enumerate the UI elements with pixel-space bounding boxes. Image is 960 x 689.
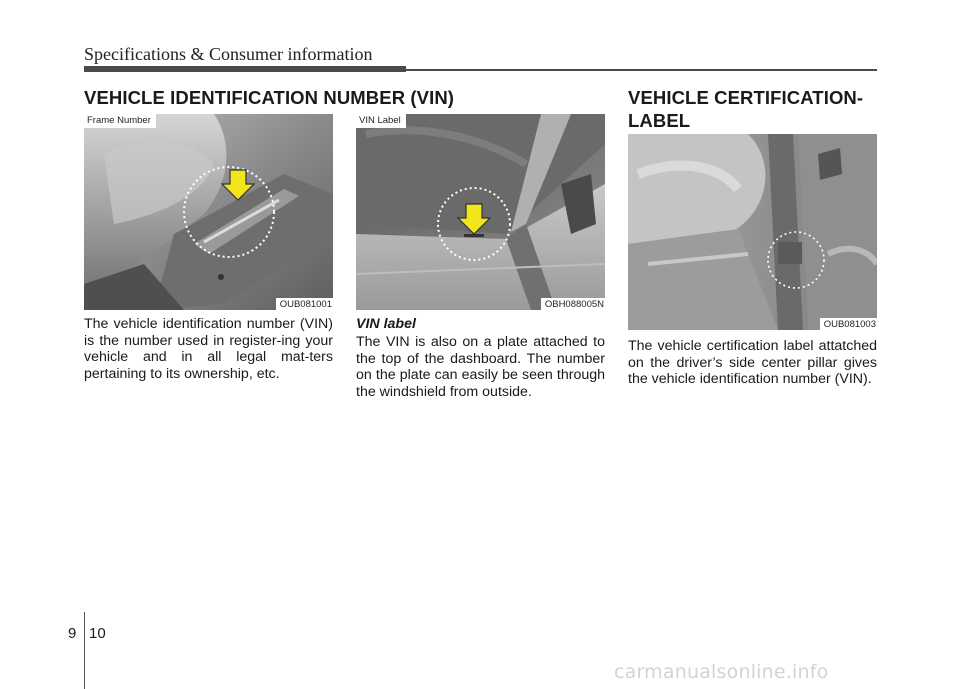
footer-rule: [84, 612, 85, 689]
certification-label-illustration: [628, 134, 877, 330]
watermark-text: carmanualsonline.info: [614, 661, 829, 683]
certification-section-title: VEHICLE CERTIFICATION-LABEL: [628, 87, 864, 131]
header-rule: [406, 69, 877, 71]
vin-label-figure: [356, 114, 605, 310]
vin-section-title: VEHICLE IDENTIFICATION NUMBER (VIN): [84, 87, 455, 108]
header-bar: [84, 66, 406, 72]
certification-description: The vehicle certification label attatched on the driver’s side center pillar gives the vehicle identification number (VIN).: [628, 338, 877, 388]
frame-number-illustration: [84, 114, 333, 310]
vin-label-subheading: VIN label: [356, 316, 416, 332]
frame-number-label: Frame Number: [84, 114, 156, 128]
vin-label-figure-code: OBH088005N: [541, 298, 605, 310]
vin-description: The vehicle identification number (VIN) is the number used in register-ing your vehicle and in all legal mat-ters pertaining to its ownership, etc.: [84, 316, 333, 382]
running-header-title: Specifications & Consumer information: [84, 44, 373, 64]
chapter-number: 9: [68, 625, 77, 642]
page-number: 10: [89, 625, 106, 642]
frame-number-figure-code: OUB081001: [276, 298, 333, 310]
vin-label-illustration: [356, 114, 605, 310]
vin-label-description: The VIN is also on a plate attached to the top of the dashboard. The number on the plate can easily be seen through the windshield from outside.: [356, 334, 605, 400]
vin-label-tag: VIN Label: [356, 114, 406, 128]
frame-number-figure: [84, 114, 333, 310]
certification-label-figure: [628, 134, 877, 330]
certification-label-figure-code: OUB081003: [820, 318, 877, 330]
